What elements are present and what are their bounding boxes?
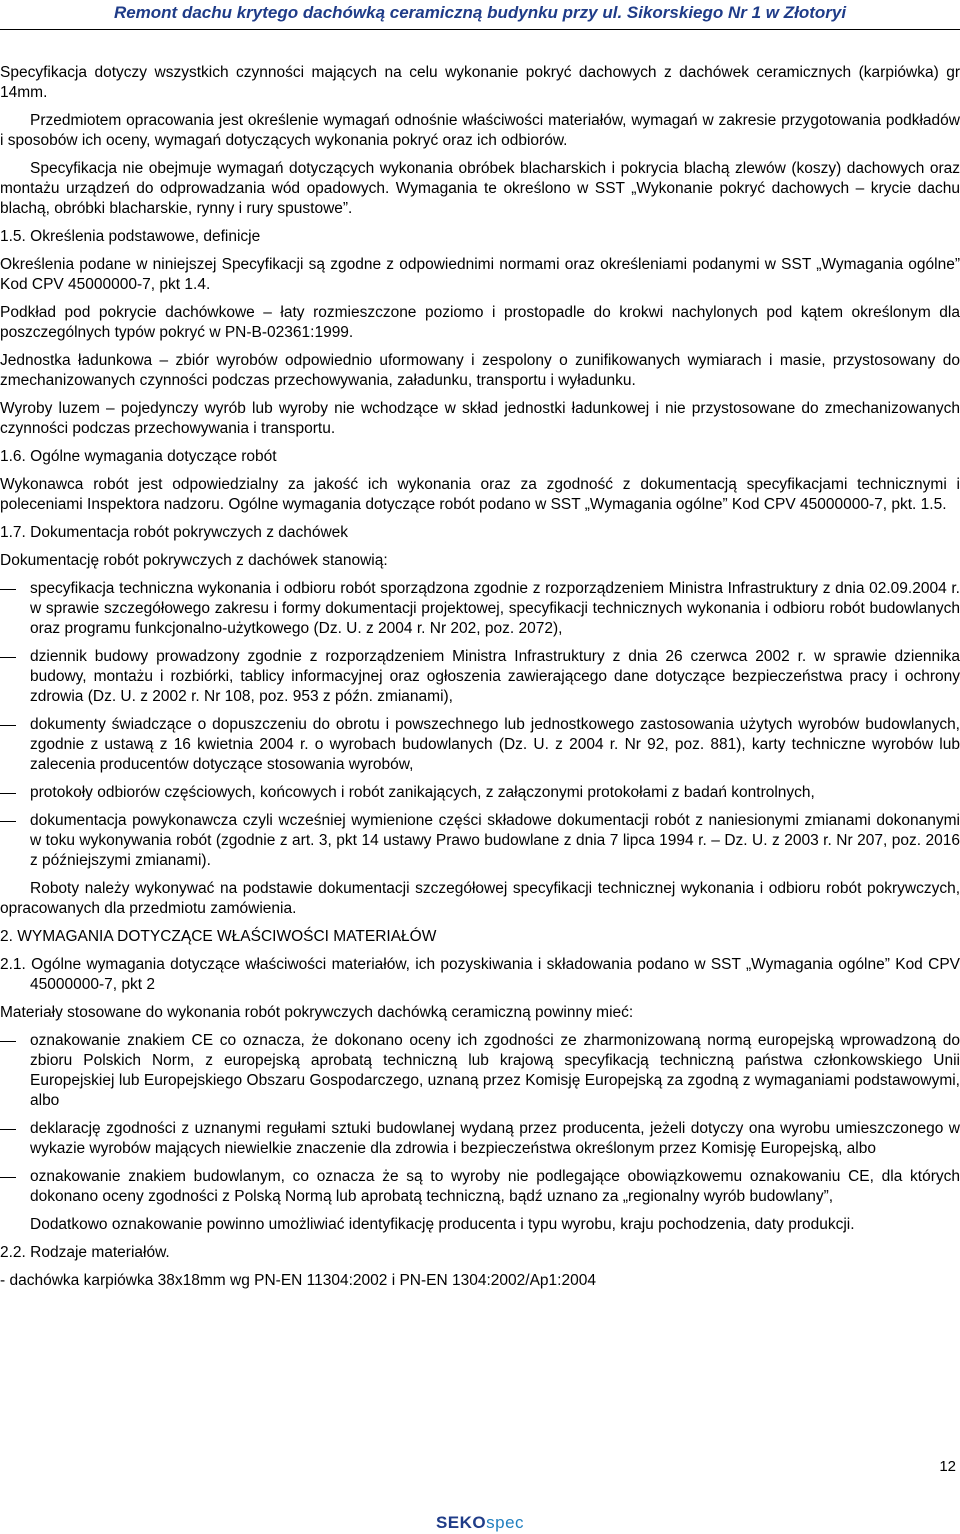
paragraph-definition-load-unit: Jednostka ładunkowa – zbiór wyrobów odpowiednio uformowany i zespolony o zunifikowanych wymiarach i masie, przystosowany do zmechanizowanych czynności podczas przechowywania, załadunku, transportu i wyładunku. [0, 352, 960, 389]
paragraph-exclusions: Specyfikacja nie obejmuje wymagań dotyczących wykonania obróbek blacharskich i pokrycia blachą zlewów (koszy) dachowych oraz montażu urządzeń do odprowadzania wód opadowych. Wymagania te określono w SST „Wykonanie pokryć dachowych – krycie dachu blachą, obróbki blacharskie, rynny i rury spustowe”. [0, 160, 960, 217]
page-number: 12 [939, 1458, 956, 1475]
paragraph-definition-substrate: Podkład pod pokrycie dachówkowe – łaty rozmieszczone poziomo i prostopadle do krokwi nachylonych pod kątem określonym dla poszczególnych typów pokryć w PN-B-02361:1999. [0, 304, 960, 341]
list-item: dziennik budowy prowadzony zgodnie z rozporządzeniem Ministra Infrastruktury z dnia 26 czerwca 2002 r. w sprawie dziennika budowy, montażu i rozbiórki, tablicy informacyjnej oraz ogłoszenia zawierającego dane dotyczące bezpieczeństwa pracy i ochrony zdrowia (Dz. U. z 2002 r. Nr 108, poz. 953 z późn. zmianami), [0, 647, 960, 707]
list-item: oznakowanie znakiem CE co oznacza, że dokonano oceny ich zgodności ze zharmonizowaną normą europejską wprowadzoną do zbioru Polskich Norm, z europejską aprobatą techniczną lub krajową specyfikacją techniczną państwa członkowskiego Unii Europejskiej lub Europejskiego Obszaru Gospodarczego, uznaną przez Komisję Europejską za zgodną z wymaganiami podstawowymi, albo [0, 1031, 960, 1111]
page-header-title: Remont dachu krytego dachówką ceramiczną budynku przy ul. Sikorskiego Nr 1 w Złotoryi [113, 3, 847, 22]
paragraph-materials-intro: Materiały stosowane do wykonania robót pokrywczych dachówką ceramiczną powinny mieć: [0, 1004, 634, 1021]
list-item: deklarację zgodności z uznanymi regułami sztuki budowlanej wydaną przez producenta, jeżeli dotyczy ona wyrobu umieszczonego w wykazie wyrobów mających niewielkie znaczenie dla zdrowia i bezpieczeństwa określonym przez Komisję Europejską, albo [0, 1119, 960, 1159]
header-divider [0, 29, 960, 30]
paragraph-contractor: Wykonawca robót jest odpowiedzialny za jakość ich wykonania oraz za zgodność z dokumentacją specyfikacjami technicznymi i poleceniami Inspektora nadzoru. Ogólne wymagania dotyczące robót podano w SST „Wymagania ogólne” Kod CPV 45000000-7, pkt. 1.5. [0, 476, 960, 513]
section-heading-2-1: 2.1. Ogólne wymagania dotyczące właściwości materiałów, ich pozyskiwania i składowania podano w SST „Wymagania ogólne” Kod CPV 45000000-7, pkt 2 [0, 956, 960, 993]
list-item: dokumenty świadczące o dopuszczeniu do obrotu i powszechnego lub jednostkowego zastosowania użytych wyrobów budowlanych, zgodnie z ustawą z 16 kwietnia 2004 r. o wyrobach budowlanych (Dz. U. z 2004 r. Nr 92, poz. 881), karty techniczne wyrobów lub zalecenia producentów dotyczące stosowania wyrobów, [0, 715, 960, 775]
paragraph-definitions: Określenia podane w niniejszej Specyfikacji są zgodne z odpowiednimi normami oraz określeniami podanymi w SST „Wymagania ogólne” Kod CPV 45000000-7, pkt 1.4. [0, 256, 960, 293]
list-item: oznakowanie znakiem budowlanym, co oznacza że są to wyroby nie podlegające obowiązkowemu oznakowaniu CE, dla których dokonano oceny zgodności z Polską Normą lub aprobatą techniczną, bądź uznano za „regionalny wyrób budowlany”, [0, 1167, 960, 1207]
documentation-list [0, 579, 960, 871]
section-heading-1-7: 1.7. Dokumentacja robót pokrywczych z dachówek [0, 524, 349, 541]
section-heading-1-6: 1.6. Ogólne wymagania dotyczące robót [0, 448, 277, 465]
section-heading-2-2: 2.2. Rodzaje materiałów. [0, 1244, 170, 1261]
section-heading-2: 2. WYMAGANIA DOTYCZĄCE WŁAŚCIWOŚCI MATERIAŁÓW [0, 928, 437, 945]
document-body [0, 63, 960, 1299]
paragraph-material-item: - dachówka karpiówka 38x18mm wg PN-EN 11304:2002 i PN-EN 1304:2002/Ap1:2004 [0, 1272, 596, 1289]
materials-list [0, 1031, 960, 1207]
list-item: dokumentacja powykonawcza czyli wcześniej wymienione części składowe dokumentacji robót z naniesionymi zmianami dokonanymi w toku wykonywania robót (zgodnie z art. 3, pkt 14 ustawy Prawo budowlane z dnia 7 lipca 1994 r. – Dz. U. z 2003 r. Nr 207, poz. 2016 z późniejszymi zmianami). [0, 811, 960, 871]
paragraph-scope: Specyfikacja dotyczy wszystkich czynności mających na celu wykonanie pokryć dachowych z dachówek ceramicznych (karpiówka) gr 14mm. [0, 64, 960, 101]
logo-text-spec: spec [486, 1513, 525, 1532]
paragraph-marking: Dodatkowo oznakowanie powinno umożliwiać identyfikację producenta i typu wyrobu, kraju pochodzenia, daty produkcji. [30, 1216, 855, 1233]
paragraph-subject: Przedmiotem opracowania jest określenie wymagań odnośnie właściwości materiałów, wymagań w zakresie przygotowania podkładów i sposobów ich oceny, wymagań dotyczących wykonania pokryć oraz ich odbiorów. [0, 112, 960, 149]
sekospec-logo [0, 1513, 960, 1533]
paragraph-works-basis: Roboty należy wykonywać na podstawie dokumentacji szczegółowej specyfikacji technicznej wykonania i odbioru robót pokrywczych, opracowanych dla przedmiotu zamówienia. [0, 880, 960, 917]
paragraph-definition-bulk: Wyroby luzem – pojedynczy wyrób lub wyroby nie wchodzące w skład jednostki ładunkowej i nie przystosowane do zmechanizowanych czynności podczas przechowywania i transportu. [0, 400, 960, 437]
section-heading-1-5: 1.5. Określenia podstawowe, definicje [0, 228, 261, 245]
list-item: protokoły odbiorów częściowych, końcowych i robót zanikających, z załączonymi protokołami z badań kontrolnych, [0, 783, 960, 803]
logo-text-seko: SEKO [435, 1513, 487, 1532]
paragraph-documentation-intro: Dokumentację robót pokrywczych z dachówek stanowią: [0, 552, 388, 569]
list-item: specyfikacja techniczna wykonania i odbioru robót sporządzona zgodnie z rozporządzeniem Ministra Infrastruktury z dnia 02.09.2004 r. w sprawie szczegółowego zakresu i formy dokumentacji projektowej, specyfikacji technicznych wykonania i odbioru robót budowlanych oraz programu funkcjonalno-użytkowego (Dz. U. z 2004 r. Nr 202, poz. 2072), [0, 579, 960, 639]
